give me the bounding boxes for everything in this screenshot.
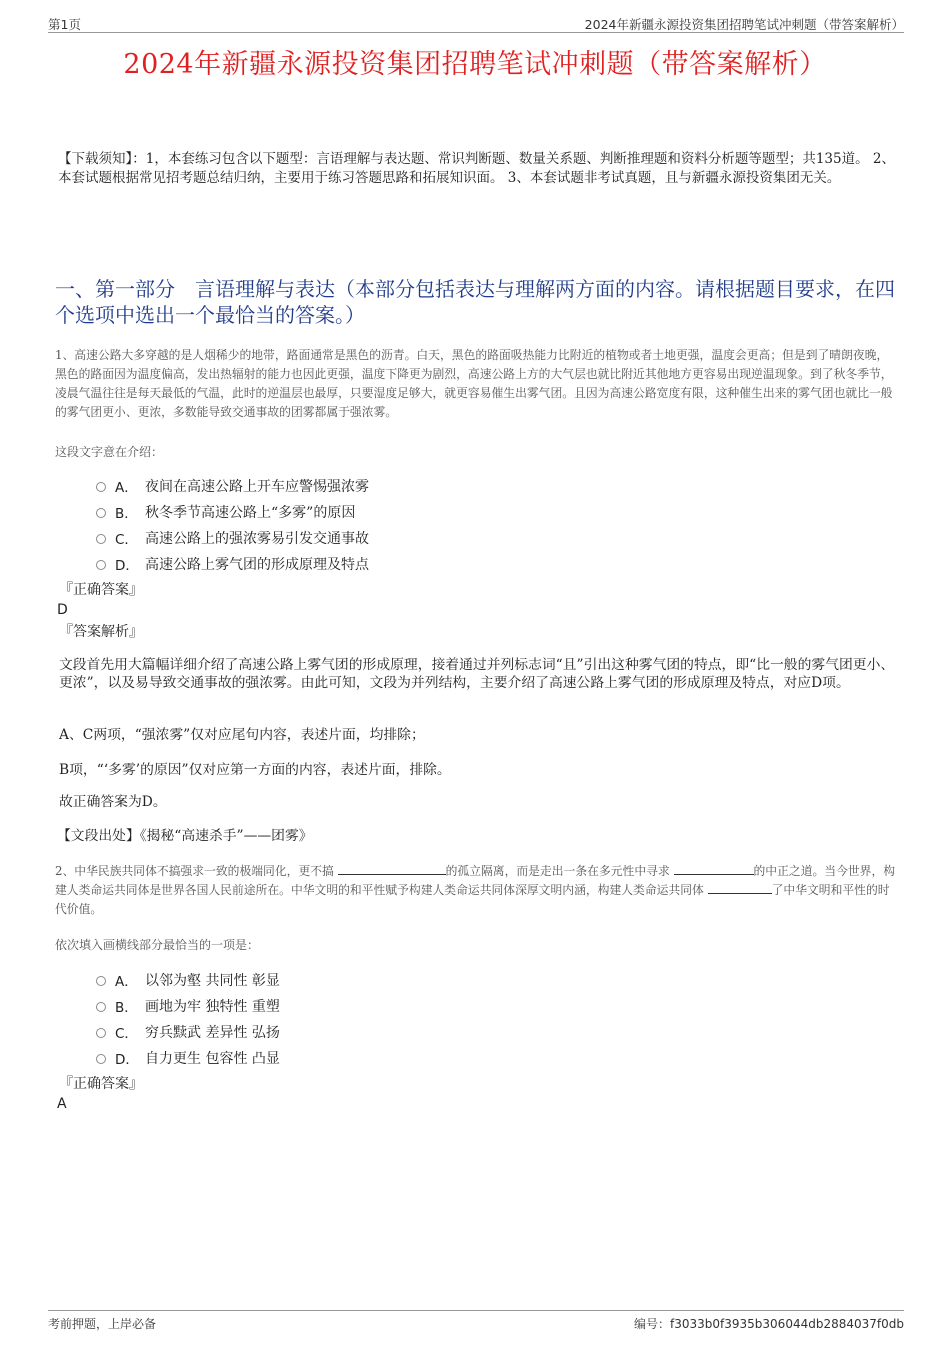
header-doc-title: 2024年新疆永源投资集团招聘笔试冲刺题（带答案解析） bbox=[584, 17, 904, 32]
radio-icon[interactable] bbox=[96, 1054, 106, 1064]
question-1-source: 【文段出处】《揭秘“高速杀手”——团雾》 bbox=[57, 828, 313, 844]
radio-icon[interactable] bbox=[96, 508, 106, 518]
question-2-answer-label: 『正确答案』 bbox=[59, 1076, 143, 1092]
footer-slogan: 考前押题，上岸必备 bbox=[48, 1317, 157, 1331]
page-footer bbox=[48, 1310, 904, 1331]
question-2-text: 2、中华民族共同体不搞强求一致的极端同化，更不搞 的孤立隔离，而是走出一条在多元性中寻求 的中正之道。当今世界，构建人类命运共同体是世界各国人民前途所在。中华文明的和平性赋予构建人类命运共同体深厚文明内涵，构建人类命运共同体 了中华文明和平性的时代价值。 bbox=[55, 864, 896, 916]
radio-icon[interactable] bbox=[96, 560, 106, 570]
question-1-text: 1、高速公路大多穿越的是人烟稀少的地带，路面通常是黑色的沥青。白天，黑色的路面吸热能力比附近的植物或者土地更强，温度会更高；但是到了晴朗夜晚，黑色的路面因为温度偏高，发出热辐射的能力也因此更强，温度下降更为剧烈，高速公路上方的大气层也就比附近其他地方更容易出现逆温现象。到了秋冬季节，凌晨气温往往是每天最低的气温，此时的逆温层也最厚，只要湿度足够大，就更容易催生出雾气团。且因为高速公路宽度有限，这种催生出来的雾气团也就比一般的雾气团更小、更浓，多数能导致交通事故的团雾都属于强浓雾。 bbox=[55, 348, 893, 419]
fill-blank-3 bbox=[708, 881, 772, 894]
question-1-analysis-1: 文段首先用大篇幅详细介绍了高速公路上雾气团的形成原理，接着通过并列标志词“且”引出这种雾气团的特点，即“比一般的雾气团更小、更浓”，以及易导致交通事故的强浓雾。由此可知，文段为并列结构，主要介绍了高速公路上雾气团的形成原理及特点，对应D项。 bbox=[59, 657, 895, 691]
radio-icon[interactable] bbox=[96, 1028, 106, 1038]
question-1-answer-label: 『正确答案』 bbox=[59, 582, 143, 598]
question-1-answer: D bbox=[57, 602, 68, 618]
fill-blank-1 bbox=[338, 862, 446, 875]
document-title: 2024年新疆永源投资集团招聘笔试冲刺题（带答案解析） bbox=[123, 49, 827, 80]
radio-icon[interactable] bbox=[96, 482, 106, 492]
fill-blank-2 bbox=[674, 862, 754, 875]
radio-icon[interactable] bbox=[96, 976, 106, 986]
question-1-analysis-label: 『答案解析』 bbox=[59, 624, 143, 640]
radio-icon[interactable] bbox=[96, 534, 106, 544]
download-notice: 【下载须知】：1，本套练习包含以下题型：言语理解与表达题、常识判断题、数量关系题、判断推理题和资料分析题等题型；共135道。 2、本套试题根据常见招考题总结归纳，主要用于练习答题思路和拓展知识面。 3、本套试题非考试真题，且与新疆永源投资集团无关。 bbox=[58, 151, 895, 186]
question-2-answer: A bbox=[57, 1096, 67, 1112]
section-heading: 一、第一部分 言语理解与表达（本部分包括表达与理解两方面的内容。请根据题目要求，在四个选项中选出一个最恰当的答案。） bbox=[55, 277, 895, 327]
question-1-analysis-4: 故正确答案为D。 bbox=[59, 794, 167, 810]
question-1-prompt: 这段文字意在介绍： bbox=[55, 445, 164, 459]
question-1-analysis-2: A、C两项，“强浓雾”仅对应尾句内容，表述片面，均排除； bbox=[59, 727, 425, 743]
page-header bbox=[48, 14, 904, 33]
question-2-prompt: 依次填入画横线部分最恰当的一项是： bbox=[55, 938, 260, 952]
question-1-analysis-3: B项，“‘多雾’的原因”仅对应第一方面的内容，表述片面，排除。 bbox=[59, 762, 451, 778]
radio-icon[interactable] bbox=[96, 1002, 106, 1012]
footer-doc-id: 编号：f3033b0f3935b306044db2884037f0db bbox=[634, 1317, 904, 1331]
page-number: 第1页 bbox=[48, 17, 81, 32]
